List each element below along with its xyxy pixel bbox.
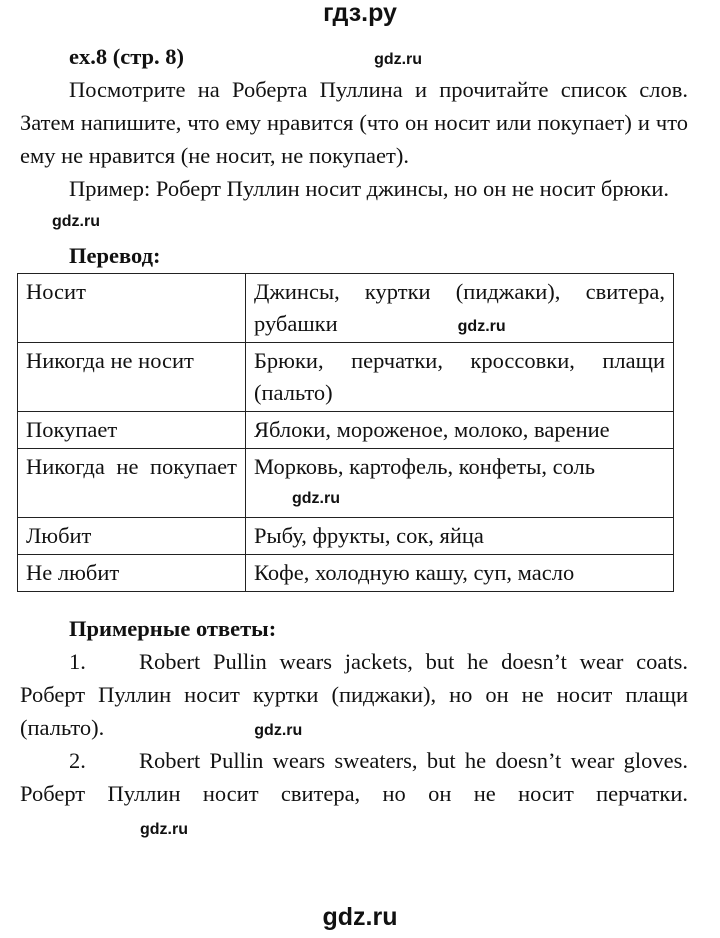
table-row: Носит Джинсы, куртки (пиджаки), свитера, рубашки gdz.ru (18, 274, 674, 343)
table-row: Никогда не покупает Морковь, картофель, конфеты, соль gdz.ru (18, 449, 674, 518)
table-row: Никогда не носит Брюки, перчатки, кроссовки, плащи (пальто) (18, 343, 674, 412)
answer-item: 2. Robert Pullin wears sweaters, but he doesn’t wear gloves. Роберт Пуллин носит свитера, но он не носит перчатки.gdz.ru (20, 748, 688, 838)
content (20, 40, 688, 843)
watermark: gdz.ru (140, 821, 188, 838)
example-text: Пример: Роберт Пуллин носит джинсы, но он не носит брюки. (69, 176, 670, 201)
watermark: gdz.ru (374, 51, 423, 68)
watermark: gdz.ru (52, 213, 100, 230)
site-header: гдз.ру (323, 0, 397, 27)
exercise-title (20, 40, 688, 73)
exercise-title-text: ex.8 (стр. 8) (69, 44, 185, 69)
translation-heading: Перевод: (69, 243, 161, 268)
answers-heading: Примерные ответы: (69, 616, 277, 641)
answer-item: 1. Robert Pullin wears jackets, but he doesn’t wear coats. Роберт Пуллин носит куртки (пиджаки), но он не носит плащи (пальто). gdz.ru (20, 649, 688, 740)
table-row: Не любит Кофе, холодную кашу, суп, масло (18, 555, 674, 592)
table-row: Любит Рыбу, фрукты, сок, яйца (18, 518, 674, 555)
watermark: gdz.ru (292, 490, 340, 507)
table-cell: Морковь, картофель, конфеты, соль gdz.ru (246, 449, 674, 518)
table-cell: Джинсы, куртки (пиджаки), свитера, рубашки gdz.ru (246, 274, 674, 343)
translation-table (17, 273, 674, 592)
table-row: Покупает Яблоки, мороженое, молоко, варение (18, 412, 674, 449)
site-footer: gdz.ru (322, 903, 398, 931)
task-text: Посмотрите на Роберта Пуллина и прочитайте список слов. Затем напишите, что ему нравится (что он носит или покупает) и что ему не нравится (не носит, не покупает). (20, 77, 688, 168)
watermark: gdz.ru (254, 722, 303, 739)
watermark: gdz.ru (457, 318, 506, 335)
